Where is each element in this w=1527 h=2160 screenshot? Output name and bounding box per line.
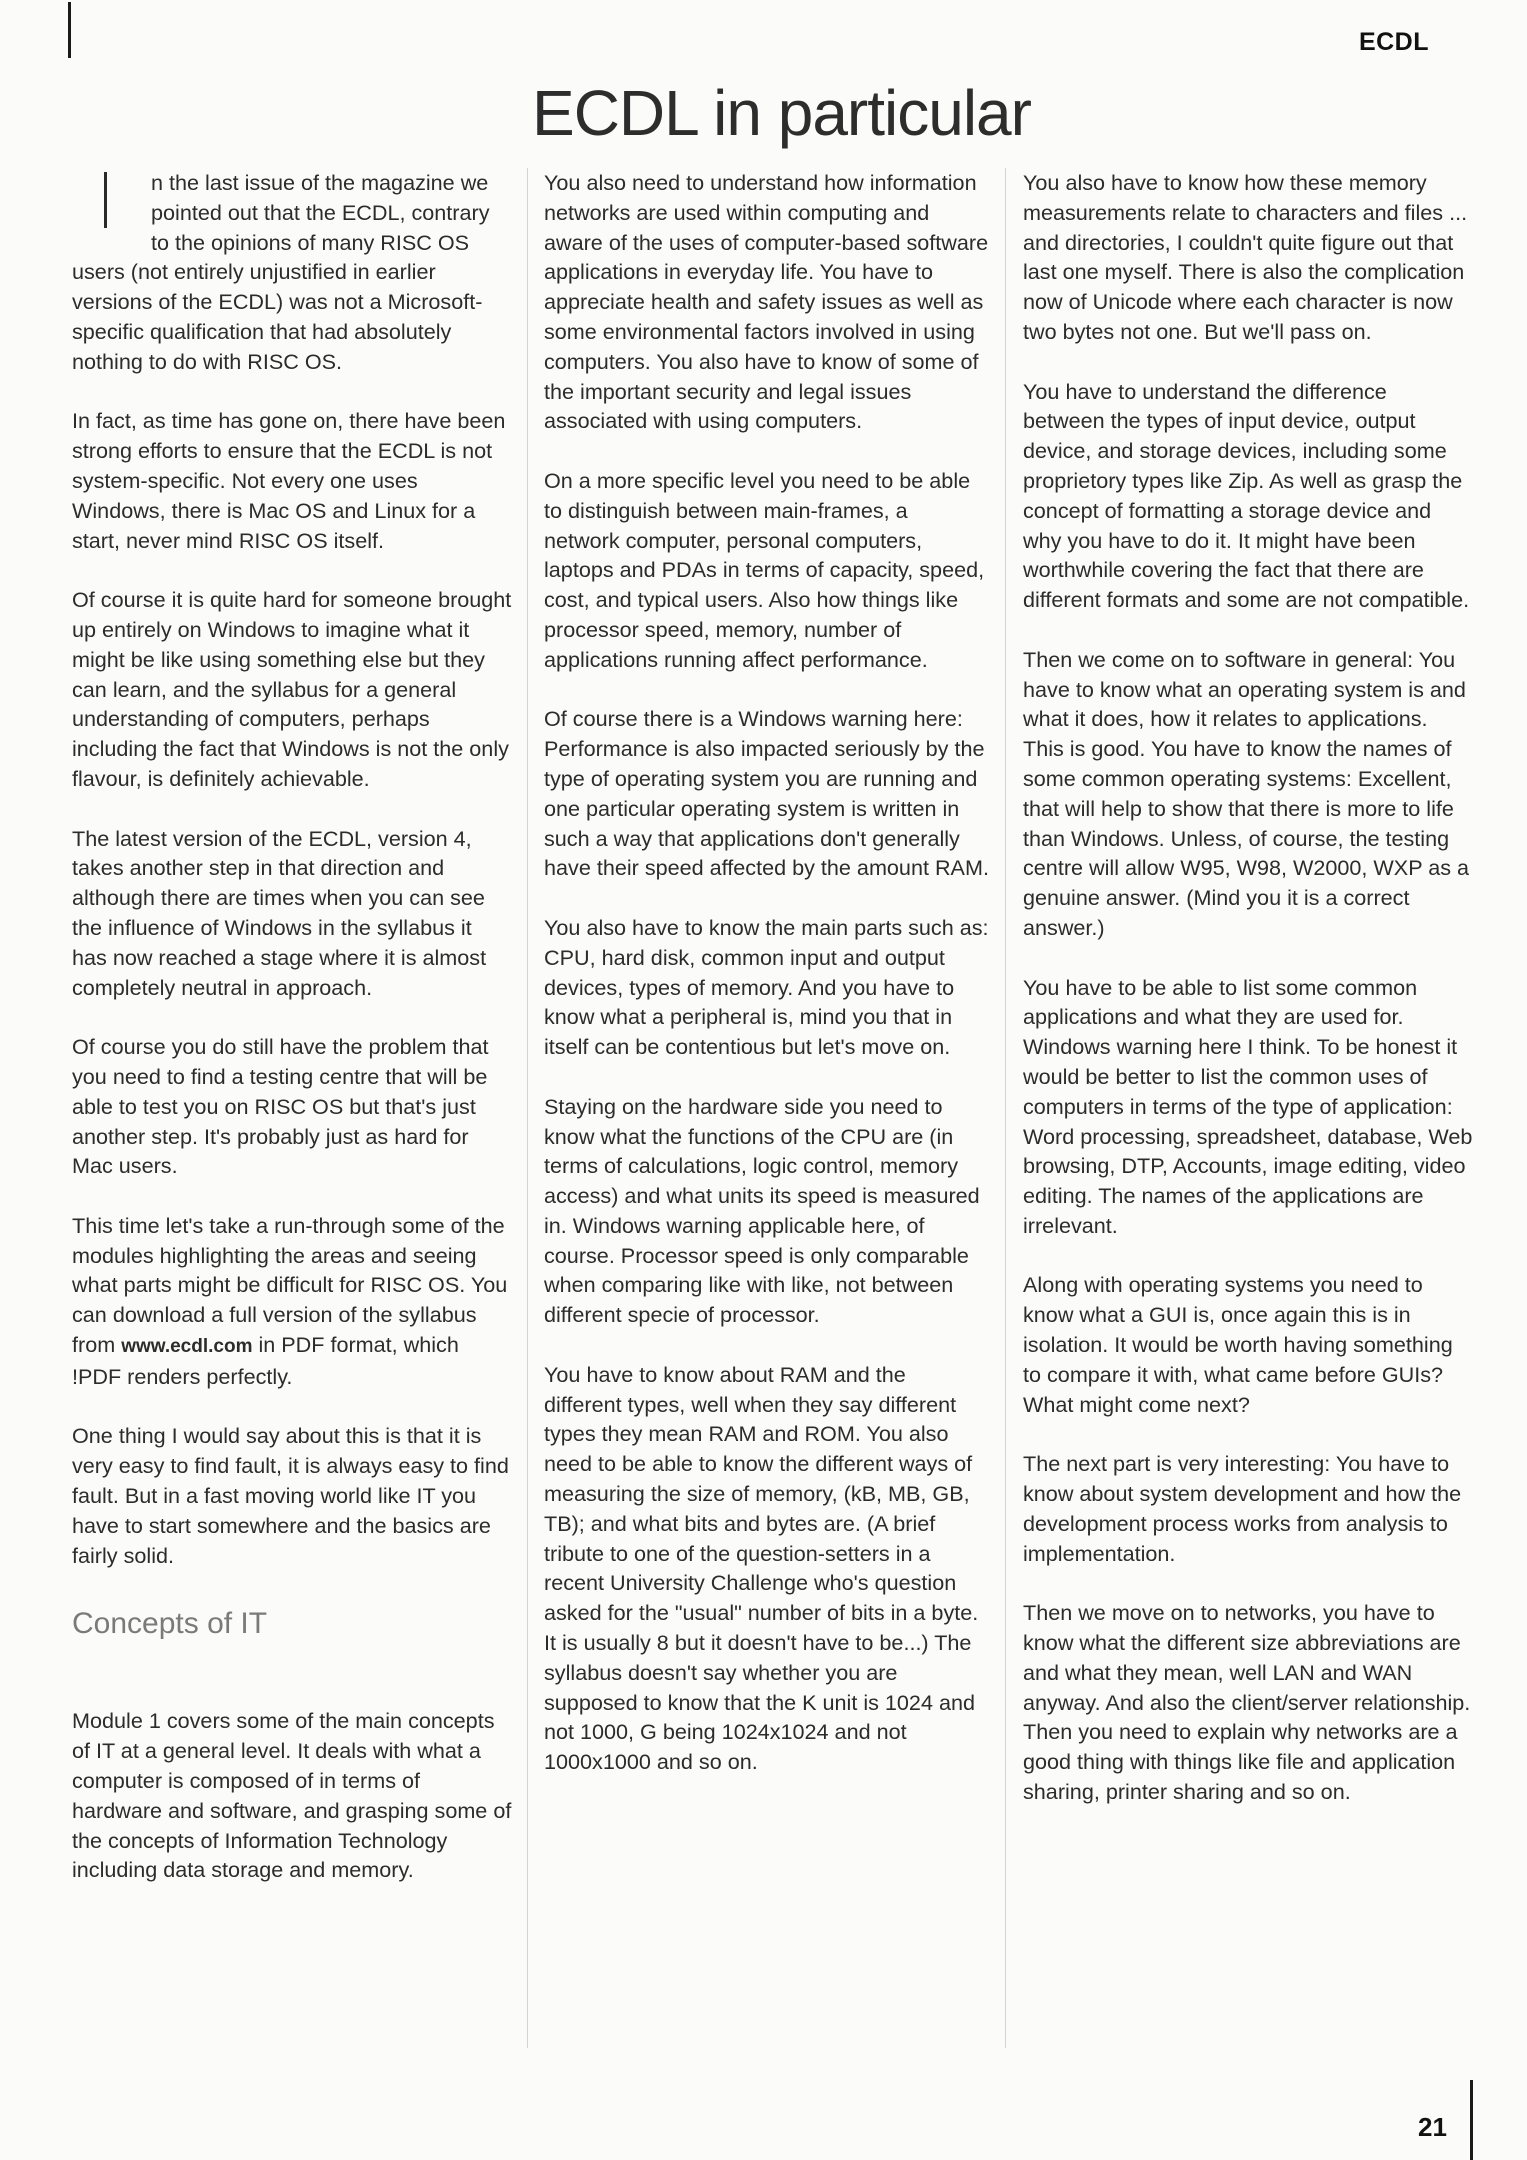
paragraph: One thing I would say about this is that it is very easy to find fault, it is always easy to find fault. But in a fast moving world like IT you have to start somewhere and the basics are fairly solid. xyxy=(72,1423,509,1568)
ecdl-url: www.ecdl.com xyxy=(121,1336,253,1358)
paragraph: On a more specific level you need to be able to distinguish between main-frames, a network computer, personal computers, laptops and PDAs in terms of capacity, speed, cost, and typical users. Also how things like processor speed, memory, number of applications running affect performance. xyxy=(544,467,985,672)
paragraph: Module 1 covers some of the main concepts of IT at a general level. It deals with what a computer is composed of in terms of hardware and software, and grasping some of the concepts of Information Technology including data storage and memory. xyxy=(72,1708,512,1883)
paragraph: You have to be able to list some common applications and what they are used for. Windows warning here I think. To be honest it would be better to list the common uses of computers in terms of the type of application: Word processing, spreadsheet, database, Web browsing, DTP, Accounts, image editing, video editing. The names of the applications are irrelevant. xyxy=(1023,974,1473,1238)
column-divider xyxy=(1005,168,1006,2048)
paragraph: Staying on the hardware side you need to know what the functions of the CPU are (in terms of calculations, logic control, memory access) and what units its speed is measured in. Windows warning applicable here, of course. Processor speed is only comparable when comparing like with like, not between different specie of processor. xyxy=(544,1093,980,1328)
paragraph: Along with operating systems you need to know what a GUI is, once again this is in isolation. It would be worth having something to compare it with, what came before GUIs? What might come next? xyxy=(1023,1272,1453,1417)
paragraph: Of course there is a Windows warning here: Performance is also impacted seriously by the type of operating system you are running and one particular operating system is written in such a way that applications don't generally have their speed affected by the amount RAM. xyxy=(544,706,989,881)
paragraph: You have to understand the difference between the types of input device, output device, and storage devices, including some proprietory types like Zip. As well as grasp the concept of formatting a storage device and why you have to do it. It might have been worthwhile covering the fact that there are different formats and some are not compatible. xyxy=(1023,378,1470,613)
paragraph: You also need to understand how information networks are used within computing and aware of the uses of computer-based software applications in everyday life. You have to appreciate health and safety issues as well as some environmental factors involved in using computers. You also have to know of some of the important security and legal issues associated with using computers. xyxy=(544,170,989,434)
paragraph: Of course it is quite hard for someone brought up entirely on Windows to imagine what it might be like using something else but they can learn, and the syllabus for a general understanding of computers, perhaps including the fact that Windows is not the only flavour, is definitely achievable. xyxy=(72,587,512,791)
paragraph: Then we move on to networks, you have to know what the different size abbreviations are and what they mean, well LAN and WAN anyway. And also the client/server relationship. Then you need to explain why networks are a good thing with things like file and application sharing, printer sharing and so on. xyxy=(1023,1600,1471,1805)
paragraph: The next part is very interesting: You have to know about system development and how the development process works from analysis to implementation. xyxy=(1023,1451,1462,1566)
column-2 xyxy=(544,168,989,1807)
article-title: ECDL in particular xyxy=(532,77,1031,149)
paragraph: In fact, as time has gone on, there have been strong efforts to ensure that the ECDL is not system-specific. Not every one uses Windows, there is Mac OS and Linux for a start, never mind RISC OS itself. xyxy=(72,408,506,553)
intro-paragraph: n the last issue of the magazine we pointed out that the ECDL, contrary to the opinions of many RISC OS users (not entirely unjustified in earlier versions of the ECDL) was not a Microsoft-specific qualification that had absolutely nothing to do with RISC OS. xyxy=(72,170,490,374)
bottom-rule xyxy=(1470,2080,1473,2160)
paragraph: This time let's take a run-through some of the modules highlighting the areas and seeing what parts might be difficult for RISC OS. You can download a full version of the syllabus from www.ecdl.com in PDF format, which !PDF renders perfectly. xyxy=(72,1212,508,1389)
paragraph: You also have to know how these memory measurements relate to characters and files ... and directories, I couldn't quite figure out that last one myself. There is also the complication now of Unicode where each character is now two bytes not one. But we'll pass on. xyxy=(1023,170,1468,344)
column-3 xyxy=(1023,168,1473,1837)
top-rule xyxy=(68,2,71,58)
page-number: 21 xyxy=(1418,2112,1447,2142)
paragraph: Then we come on to software in general: You have to know what an operating system is and what it does, how it relates to applications. This is good. You have to know the names of some common operating systems: Excellent, that will help to show that there is more to life than Windows. Unless, of course, the testing centre will allow W95, W98, W2000, WXP as a genuine answer. (Mind you it is a correct answer.) xyxy=(1023,646,1470,940)
paragraph: The latest version of the ECDL, version 4, takes another step in that direction and although there are times when you can see the influence of Windows in the syllabus it has now reached a stage where it is almost completely neutral in approach. xyxy=(72,825,487,1000)
drop-cap xyxy=(104,172,107,228)
paragraph: Of course you do still have the problem that you need to find a testing centre that will be able to test you on RISC OS but that's just another step. It's probably just as hard for Mac users. xyxy=(72,1034,489,1179)
paragraph: You have to know about RAM and the different types, well when they say different types they mean RAM and ROM. You also need to be able to know the different ways of measuring the size of memory, (kB, MB, GB, TB); and what bits and bytes are. (A brief tribute to one of the question-setters in a recent University Challenge who's question asked for the "usual" number of bits in a byte. It is usually 8 but it doesn't have to be...) The syllabus doesn't say whether you are supposed to know that the K unit is 1024 and not 1000, G being 1024x1024 and not 1000x1000 and so on. xyxy=(544,1361,979,1775)
section-subheading: Concepts of IT xyxy=(72,1607,268,1641)
column-divider xyxy=(527,168,528,2048)
paragraph: You also have to know the main parts such as: CPU, hard disk, common input and output devices, types of memory. And you have to know what a peripheral is, mind you that in itself can be contentious but let's move on. xyxy=(544,914,989,1060)
column-1 xyxy=(72,168,512,1915)
section-tag: ECDL xyxy=(1358,28,1429,56)
